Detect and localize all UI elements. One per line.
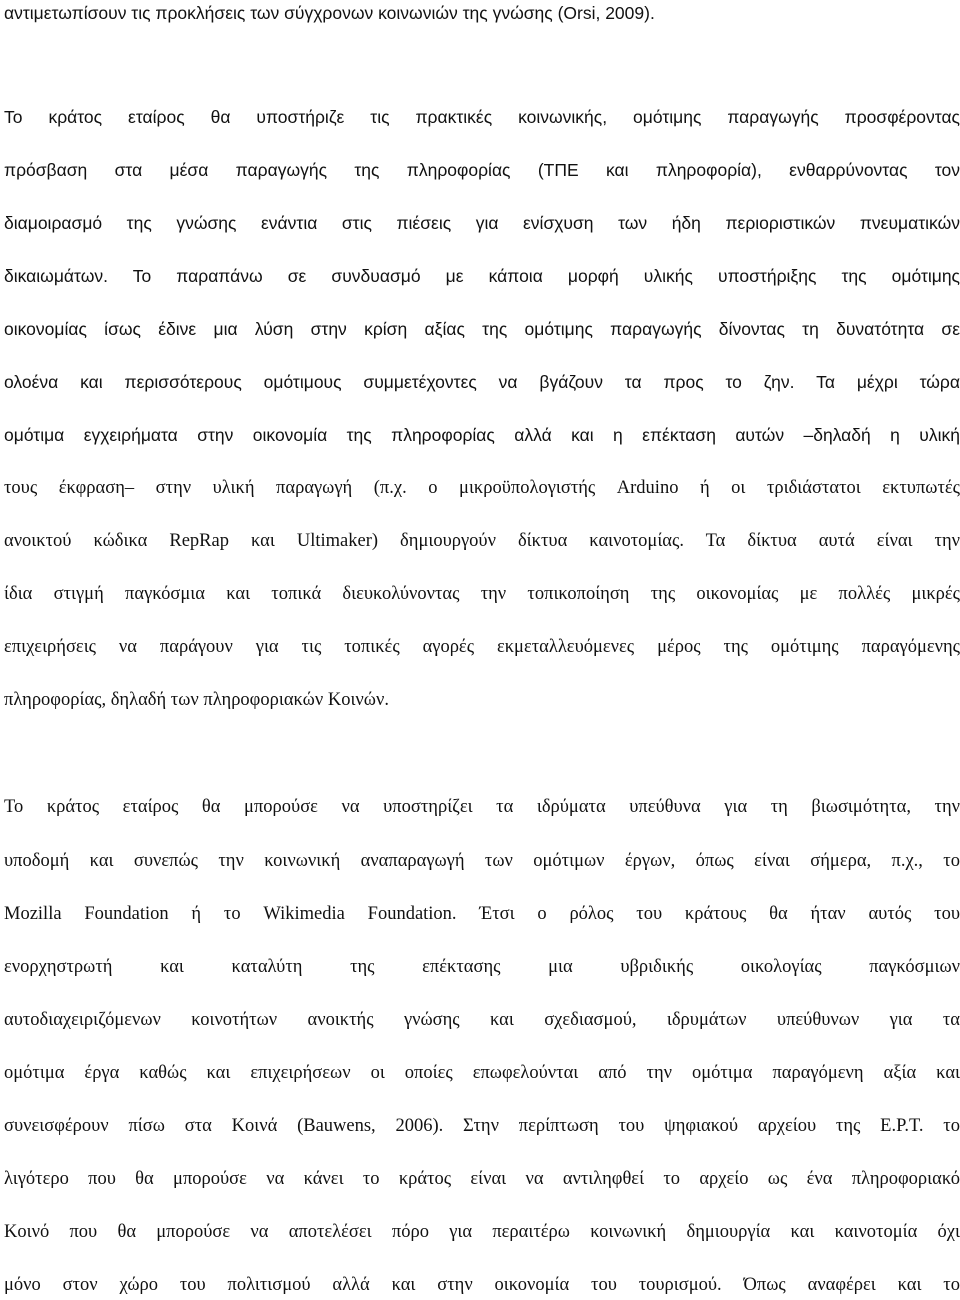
text-line: Το κράτος εταίρος θα μπορούσε να υποστηρίζει τα ιδρύματα υπεύθυνα για τη βιωσιμότητα, την — [4, 797, 960, 817]
text-line: μόνο στον χώρο του πολιτισμού αλλά και στην οικονομία του τουρισμού. Όπως αναφέρει και το — [4, 1275, 960, 1295]
text-line: τους έκφραση– στην υλική παραγωγή (π.χ. ο μικροϋπολογιστής Arduino ή οι τριδιάστατοι εκτυπωτές — [4, 478, 960, 498]
text-line: αυτοδιαχειριζόμενων κοινοτήτων ανοικτής γνώσης και σχεδιασμού, ιδρυμάτων υπεύθυνων για τα — [4, 1010, 960, 1030]
text-line: Mozilla Foundation ή το Wikimedia Foundation. Έτσι ο ρόλος του κράτους θα ήταν αυτός του — [4, 904, 960, 924]
text-line: πρόσβαση στα μέσα παραγωγής της πληροφορίας (ΤΠΕ και πληροφορία), ενθαρρύνοντας τον — [4, 160, 960, 180]
text-line: ανοικτού κώδικα RepRap και Ultimaker) δημιουργούν δίκτυα καινοτομίας. Τα δίκτυα αυτά είναι την — [4, 531, 960, 551]
text-line: συνεισφέρουν πίσω στα Κοινά (Bauwens, 2006). Στην περίπτωση του ψηφιακού αρχείου της Ε.Ρ.Τ. το — [4, 1116, 960, 1136]
text-line: ομότιμα έργα καθώς και επιχειρήσεων οι οποίες επωφελούνται από την ομότιμα παραγόμενη αξία και — [4, 1063, 960, 1083]
text-line: αντιμετωπίσουν τις προκλήσεις των σύγχρονων κοινωνιών της γνώσης (Orsi, 2009). — [4, 3, 655, 23]
text-line: διαμοιρασμό της γνώσης ενάντια στις πιέσεις για ενίσχυση των ήδη περιοριστικών πνευματικών — [4, 213, 960, 233]
text-line: Το κράτος εταίρος θα υποστήριζε τις πρακτικές κοινωνικής, ομότιμης παραγωγής προσφέροντας — [4, 107, 960, 127]
text-line: επιχειρήσεις να παράγουν για τις τοπικές αγορές εκμεταλλευόμενες μέρος της ομότιμης παραγόμενης — [4, 637, 960, 657]
text-line: πληροφορίας, δηλαδή των πληροφοριακών Κοινών. — [4, 690, 389, 710]
text-line: ολοένα και περισσότερους ομότιμους συμμετέχοντες να βγάζουν τα προς το ζην. Τα μέχρι τώρα — [4, 372, 960, 392]
text-line: δικαιωμάτων. Το παραπάνω σε συνδυασμό με κάποια μορφή υλικής υποστήριξης της ομότιμης — [4, 266, 960, 286]
text-line: οικονομίας ίσως έδινε μια λύση στην κρίση αξίας της ομότιμης παραγωγής δίνοντας τη δυνατότητα σε — [4, 319, 960, 339]
text-line: ενορχηστρωτή και καταλύτη της επέκτασης μια υβριδικής οικολογίας παγκόσμιων — [4, 957, 960, 977]
text-line: λιγότερο που θα μπορούσε να κάνει το κράτος είναι να αντιληφθεί το αρχείο ως ένα πληροφοριακό — [4, 1169, 960, 1189]
text-line: Κοινό που θα μπορούσε να αποτελέσει πόρο για περαιτέρω κοινωνική δημιουργία και καινοτομία όχι — [4, 1222, 960, 1242]
text-line: ομότιμα εγχειρήματα στην οικονομία της πληροφορίας αλλά και η επέκταση αυτών –δηλαδή η υλική — [4, 425, 960, 445]
text-line: ίδια στιγμή παγκόσμια και τοπικά διευκολύνοντας την τοπικοποίηση της οικονομίας με πολλές μικρές — [4, 584, 960, 604]
text-line: υποδομή και συνεπώς την κοινωνική αναπαραγωγή των ομότιμων έργων, όπως είναι σήμερα, π.χ., το — [4, 851, 960, 871]
